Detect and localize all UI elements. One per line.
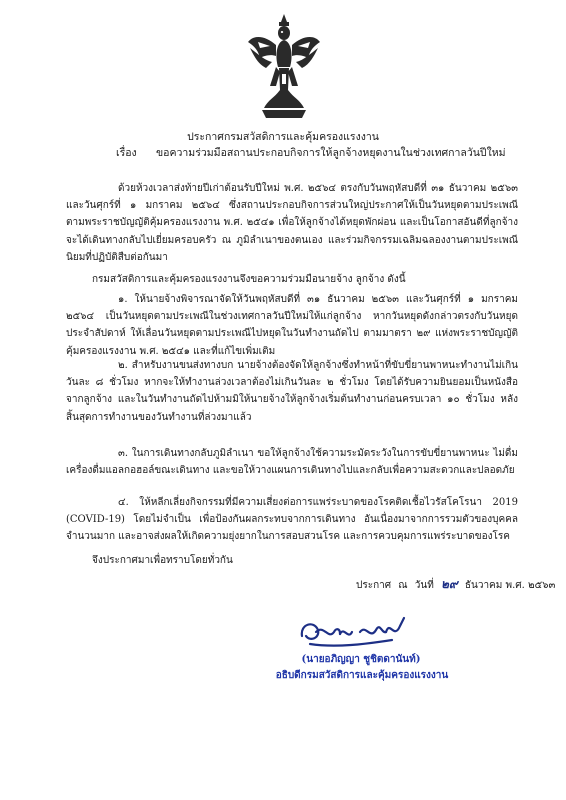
item-3-paragraph: ๓. ในการเดินทางกลับภูมิลำเนา ขอให้ลูกจ้างใช้ความระมัดระวังในการขับขี่ยานพาหนะ ไม่ดื่มเครื่องดื่มแอลกอฮอล์ขณะเดินทาง และขอให้วางแผนการเดินทางไปและกลับเพื่อความสะดวกและปลอดภัย — [66, 448, 518, 477]
signer-position: อธิบดีกรมสวัสดิการและคุ้มครองแรงงาน — [275, 670, 449, 681]
item-4-paragraph: ๔. ให้หลีกเลี่ยงกิจกรรมที่มีความเสี่ยงต่อการแพร่ระบาดของโรคติดเชื้อไวรัสโคโรนา 2019 (COVID-19) โดยไม่จำเป็น เพื่อป้องกันผลกระทบจากการเดินทาง อันเนื่องมาจากการรวมตัวของบุคคลจำนวนมาก และอาจส่งผลให้เกิดความยุ่งยากในการสอบสวนโรค และการควบคุมการแพร่ระบาดของโรค — [66, 497, 518, 543]
dateline — [356, 577, 559, 593]
intro-paragraph: ด้วยห้วงเวลาส่งท้ายปีเก่าต้อนรับปีใหม่ พ.ศ. ๒๕๖๔ ตรงกับวันพฤหัสบดีที่ ๓๑ ธันวาคม ๒๕๖๓ และวันศุกร์ที่ ๑ มกราคม ๒๕๖๔ ซึ่งสถานประกอบกิจการส่วนใหญ่ประกาศให้เป็นวันหยุดตามประเพณีตามพระราชบัญญัติคุ้มครองแรงงาน พ.ศ. ๒๕๔๑ เพื่อให้ลูกจ้างได้หยุดพักผ่อน และเป็นโอกาสอันดีที่ลูกจ้างจะได้เดินทางกลับไปเยี่ยมครอบครัว ณ ภูมิลำเนาของตนเอง และร่วมกิจกรรมเฉลิมฉลองงานตามประเพณีนิยมที่ปฏิบัติสืบต่อกันมา — [66, 183, 518, 263]
announced-label: ประกาศ — [356, 580, 392, 591]
item-2-paragraph: ๒. สำหรับงานขนส่งทางบก นายจ้างต้องจัดให้ลูกจ้างซึ่งทำหน้าที่ขับขี่ยานพาหนะทำงานไม่เกินวันละ ๘ ชั่วโมง หากจะให้ทำงานล่วงเวลาต้องไม่เกินวันละ ๒ ชั่วโมง โดยได้รับความยินยอมเป็นหนังสือจากลูกจ้าง และในวันทำงานถัดไปห้ามมิให้นายจ้างให้ลูกจ้างเริ่มต้นทำงานก่อนครบเวลา ๑๐ ชั่วโมง หลังสิ้นสุดการทำงานของวันทำงานที่ล่วงมาแล้ว — [66, 360, 518, 423]
day-label: วันที่ — [414, 580, 434, 591]
at-label: ณ — [398, 580, 408, 591]
day-value: ๒๙ — [441, 577, 458, 591]
closing-paragraph: จึงประกาศมาเพื่อทราบโดยทั่วกัน — [92, 555, 233, 566]
signer-name: (นายอภิญญา ชูชิตดานันท์) — [301, 654, 421, 665]
item-1-paragraph: ๑. ให้นายจ้างพิจารณาจัดให้วันพฤหัสบดีที่ ๓๑ ธันวาคม ๒๕๖๓ และวันศุกร์ที่ ๑ มกราคม ๒๕๖๔ เป็นวันหยุดตามประเพณีในช่วงเทศกาลวันปีใหม่ให้แก่ลูกจ้าง หากวันหยุดดังกล่าวตรงกับวันหยุดประจำสัปดาห์ ให้เลื่อนวันหยุดตามประเพณีไปหยุดในวันทำงานถัดไป ตามมาตรา ๒๙ แห่งพระราชบัญญัติคุ้มครองแรงงาน พ.ศ. ๒๕๔๑ และที่แก้ไขเพิ่มเติม — [66, 294, 518, 357]
month-year: ธันวาคม พ.ศ. ๒๕๖๓ — [464, 580, 556, 591]
announcement-title: ประกาศกรมสวัสดิการและคุ้มครองแรงงาน — [187, 131, 379, 143]
subject-line — [116, 146, 506, 160]
handwritten-signature — [296, 610, 416, 652]
subject-text: ขอความร่วมมือสถานประกอบกิจการให้ลูกจ้างหยุดงานในช่วงเทศกาลวันปีใหม่ — [156, 147, 506, 159]
garuda-emblem-icon — [246, 12, 322, 120]
subject-label: เรื่อง — [116, 147, 137, 159]
request-paragraph: กรมสวัสดิการและคุ้มครองแรงงานจึงขอความร่วมมือนายจ้าง ลูกจ้าง ดังนี้ — [92, 274, 406, 285]
